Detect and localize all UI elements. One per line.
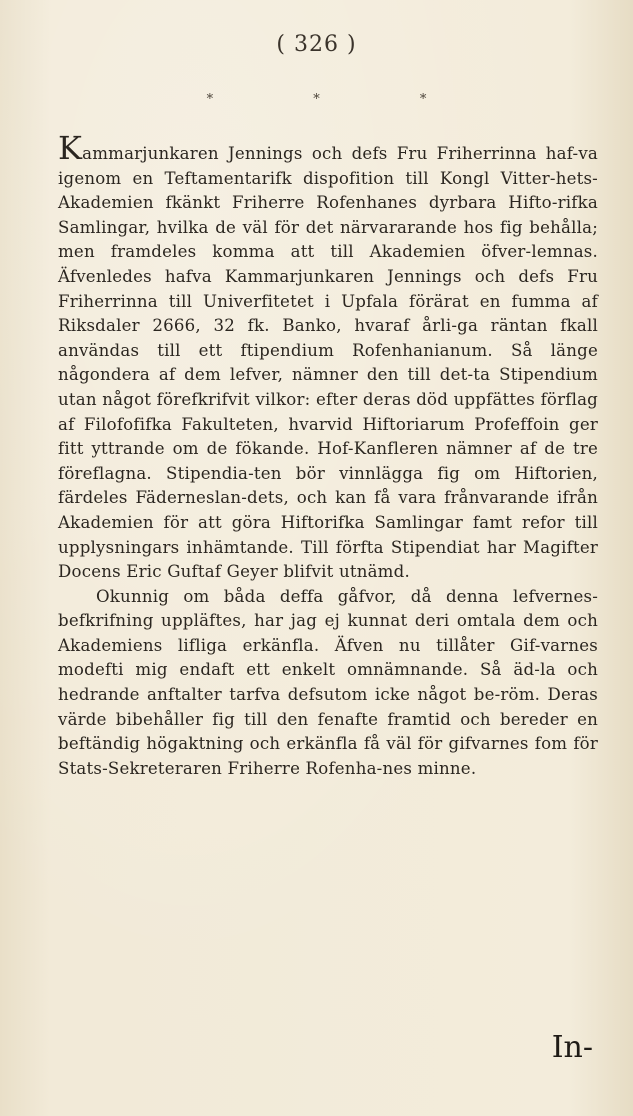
- initial-letter: K: [58, 129, 83, 167]
- paragraph-1: [58, 129, 598, 585]
- paragraph-1-text: ammarjunkaren Jennings och defs Fru Friherrinna haf-va igenom en Teftamentarifk dispofition till Kongl Vitter-hets-Akademien fkänkt Friherre Rofenhanes dyrbara Hifto-rifka Samlingar, hvilka de väl för det närvararande hos fig behålla; men framdeles komma att till Akademien öfver-lemnas. Äfvenledes hafva Kammarjunkaren Jennings och defs Fru Friherrinna till Univerfitetet i Upfala förärat en fumma af Riksdaler 2666, 32 fk. Banko, hvaraf årli-ga räntan fkall användas till ett ftipendium Rofenhanianum. Så länge någondera af dem lefver, nämner den till det-ta Stipendium utan något förefkrifvit vilkor: efter deras död uppfättes förflag af Filofofifka Fakulteten, hvarvid Hiftoriarum Profeffoin ger fitt yttrande om de fökande. Hof-Kanfleren nämner af de tre föreflagna. Stipendia-ten bör vinnlägga fig om Hiftorien, färdeles Fäderneslan-dets, och kan få vara frånvarande ifrån Akademien för att göra Hiftorifka Samlingar famt refor till upplysningars inhämtande. Till förfta Stipendiat har Magifter Docens Eric Guftaf Geyer blifvit utnämd.: [58, 144, 598, 582]
- ornament-divider: * * *: [206, 92, 475, 107]
- body-text: [58, 129, 598, 781]
- page-number: ( 326 ): [276, 32, 357, 57]
- catchword: In-: [551, 1030, 593, 1065]
- paragraph-2: Okunnig om båda deffa gåfvor, då denna lefvernes-befkrifning uppläftes, har jag ej kunnat deri omtala dem och Akademiens lifliga erkänfla. Äfven nu tillåter Gif-varnes modefti mig endaft ett enkelt omnämnande. Så äd-la och hedrande anftalter tarfva defsutom icke något be-röm. Deras värde bibehåller fig till den fenafte framtid och bereder en beftändig högaktning och erkänfla få väl för gifvarnes fom för Stats-Sekreteraren Friherre Rofenha-nes minne.: [58, 586, 598, 778]
